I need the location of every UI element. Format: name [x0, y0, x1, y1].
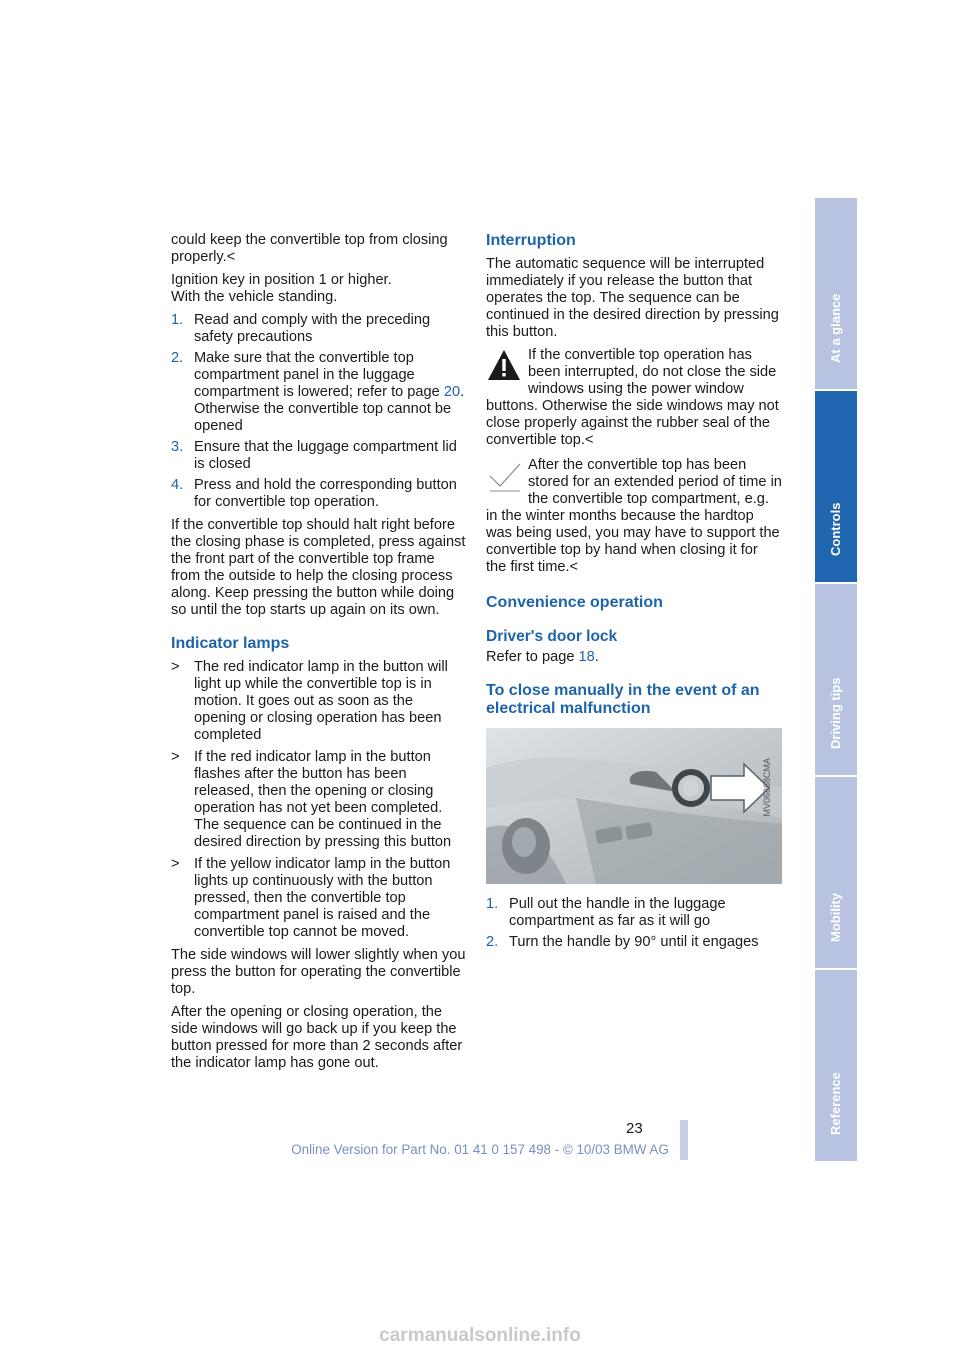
step-item	[486, 934, 782, 951]
ignition-paragraph	[171, 272, 467, 306]
tab-label: At a glance	[828, 293, 843, 363]
bullet-item	[171, 659, 467, 744]
tab-label: Controls	[828, 502, 843, 556]
bullet-text: If the red indicator lamp in the button flashes after the button has been released, then the opening or closing operation has not yet been completed. The sequence can be continued in the desired direction by pressing this button	[194, 749, 452, 850]
ignition-line: Ignition key in position 1 or higher.	[171, 272, 392, 288]
luggage-handle-illustration	[486, 728, 782, 884]
tab-label: Driving tips	[828, 677, 843, 749]
standing-line: With the vehicle standing.	[171, 289, 338, 305]
bullet-text: The red indicator lamp in the button will light up while the convertible top is in motion. It goes out as soon as the opening or closing operation has been completed	[194, 659, 448, 743]
tab-controls[interactable]	[815, 391, 857, 582]
bullet-item	[171, 749, 467, 851]
door-lock-paragraph	[486, 649, 782, 666]
step-number: 1.	[171, 312, 184, 328]
tip-checkmark-icon	[486, 458, 522, 492]
bullet-marker: >	[171, 659, 180, 675]
step-number: 1.	[486, 896, 499, 912]
indicator-bullets	[171, 659, 467, 941]
step-item	[171, 477, 467, 511]
door-lock-end: .	[594, 649, 599, 665]
figure-code: MV06868CMA	[762, 758, 772, 817]
side-windows-paragraph-2: After the opening or closing operation, the side windows will go back up if you keep the button pressed for more than 2 seconds after the indicator lamp has gone out.	[171, 1004, 463, 1071]
tab-at-a-glance[interactable]	[815, 198, 857, 389]
step-number: 4.	[171, 477, 184, 493]
page-number: 23	[626, 1120, 643, 1137]
warning-note	[486, 347, 782, 449]
indicator-lamps-heading: Indicator lamps	[171, 635, 290, 652]
step-item	[171, 439, 467, 473]
tab-label: Mobility	[828, 892, 843, 942]
watermark: carmanualsonline.info	[379, 1325, 581, 1346]
left-column	[171, 232, 467, 1078]
step-item	[171, 350, 467, 435]
step-text-end: . Otherwise the convertible top cannot be opened	[194, 384, 465, 434]
step-number: 2.	[486, 934, 499, 950]
warning-triangle-icon	[486, 348, 522, 382]
step-number: 2.	[171, 350, 184, 366]
tab-label: Reference	[828, 1072, 843, 1135]
page-link-20[interactable]: 20	[443, 384, 461, 400]
tab-driving-tips[interactable]	[815, 584, 857, 775]
door-lock-text: Refer to page	[486, 649, 579, 665]
page-link-18[interactable]: 18	[578, 649, 595, 665]
halt-paragraph: If the convertible top should halt right before the closing phase is completed, press against the front part of the convertible top frame from the outside to help the closing process along. Keep pressing the button while doing so until the top starts up again on its own.	[171, 517, 466, 618]
bullet-marker: >	[171, 856, 180, 872]
procedure-steps	[171, 312, 467, 511]
step-item	[486, 896, 782, 930]
right-column	[486, 232, 782, 957]
manual-steps	[486, 896, 782, 951]
section-sidebar	[815, 198, 857, 1163]
bullet-marker: >	[171, 749, 180, 765]
tab-reference[interactable]	[815, 970, 857, 1161]
bullet-item	[171, 856, 467, 941]
bullet-text: If the yellow indicator lamp in the button lights up continuously with the button pressed, then the convertible top compartment panel is raised and the convertible top cannot be moved.	[194, 856, 451, 940]
step-text: Press and hold the corresponding button for convertible top operation.	[194, 477, 457, 510]
interruption-heading: Interruption	[486, 232, 576, 249]
tab-mobility[interactable]	[815, 777, 857, 968]
tip-note	[486, 457, 782, 576]
step-text: Read and comply with the preceding safety precautions	[194, 312, 431, 345]
step-number: 3.	[171, 439, 184, 455]
warning-note-text: If the convertible top operation has been interrupted, do not close the side windows using the power window buttons. Otherwise the side windows may not close properly against the rubber seal of the convertible top.<	[486, 347, 779, 448]
door-lock-heading: Driver's door lock	[486, 628, 618, 645]
intro-paragraph: could keep the convertible top from closing properly.<	[171, 232, 448, 265]
manual-close-heading: To close manually in the event of an electrical malfunction	[486, 682, 760, 717]
manual-handle-figure	[486, 728, 782, 884]
step-text: Pull out the handle in the luggage compartment as far as it will go	[509, 896, 726, 929]
step-text: Ensure that the luggage compartment lid is closed	[194, 439, 457, 472]
step-text: Turn the handle by 90° until it engages	[509, 934, 759, 950]
interruption-paragraph: The automatic sequence will be interrupted immediately if you release the button that operates the top. The sequence can be continued in the desired direction by pressing this button.	[486, 256, 779, 340]
footer-text: Online Version for Part No. 01 41 0 157 498 - © 10/03 BMW AG	[291, 1142, 669, 1157]
side-windows-paragraph: The side windows will lower slightly when you press the button for operating the convertible top.	[171, 947, 466, 997]
tip-note-text: After the convertible top has been stored for an extended period of time in the convertible top compartment, e.g. in the winter months because the hardtop was being used, you may have to support the convertible top by hand when closing it for the first time.<	[486, 457, 782, 575]
step-text: Make sure that the convertible top compartment panel in the luggage compartment is lowered; refer to page	[194, 350, 444, 400]
convenience-heading: Convenience operation	[486, 594, 663, 611]
step-item	[171, 312, 467, 346]
